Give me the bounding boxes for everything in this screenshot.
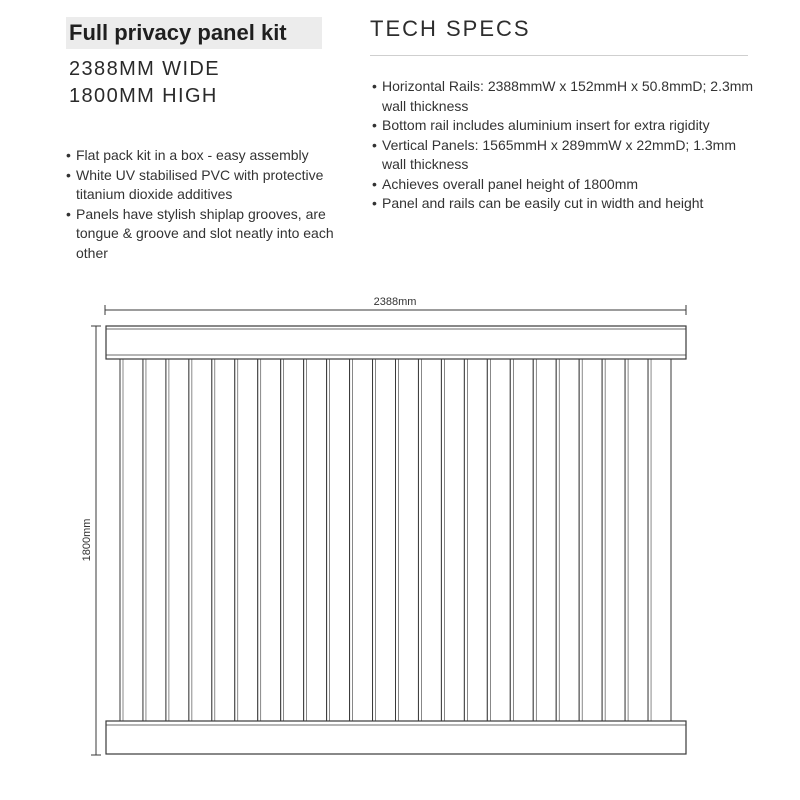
vertical-board (625, 359, 648, 721)
vertical-board (602, 359, 625, 721)
spec-item: • Achieves overall panel height of 1800mm (372, 175, 762, 195)
spec-item: • Panel and rails can be easily cut in width and height (372, 194, 762, 214)
vertical-board (373, 359, 396, 721)
vertical-board (579, 359, 602, 721)
feature-item: • Panels have stylish shiplap grooves, are tongue & groove and slot neatly into each other (66, 205, 356, 264)
vertical-board (396, 359, 419, 721)
height-label: 1800MM HIGH (69, 85, 218, 107)
vertical-board (487, 359, 510, 721)
feature-item: • Flat pack kit in a box - easy assembly (66, 146, 356, 166)
vertical-board (258, 359, 281, 721)
vertical-board (533, 359, 556, 721)
spec-item: • Vertical Panels: 1565mmH x 289mmW x 22mmD; 1.3mm wall thickness (372, 136, 762, 175)
spec-item: • Bottom rail includes aluminium insert for extra rigidity (372, 116, 762, 136)
vertical-board (350, 359, 373, 721)
feature-item: • White UV stabilised PVC with protective titanium dioxide additives (66, 166, 356, 205)
bottom-rail (106, 721, 686, 754)
width-label: 2388MM WIDE (69, 58, 220, 80)
vertical-board (556, 359, 579, 721)
product-title: Full privacy panel kit (66, 17, 322, 49)
spec-item: • Horizontal Rails: 2388mmW x 152mmH x 50.8mmD; 2.3mm wall thickness (372, 77, 762, 116)
vertical-board (441, 359, 464, 721)
height-dimension-label: 1800mm (81, 518, 93, 562)
vertical-board (235, 359, 258, 721)
vertical-board (464, 359, 487, 721)
top-rail (106, 326, 686, 359)
vertical-board (418, 359, 441, 721)
vertical-board (120, 359, 143, 721)
vertical-boards (120, 359, 671, 721)
vertical-board (327, 359, 350, 721)
vertical-board (143, 359, 166, 721)
vertical-board (648, 359, 671, 721)
tech-specs-heading: TECH SPECS (370, 16, 531, 41)
width-dimension-label: 2388mm (373, 296, 417, 308)
vertical-board (189, 359, 212, 721)
vertical-board (166, 359, 189, 721)
vertical-board (281, 359, 304, 721)
vertical-board (212, 359, 235, 721)
vertical-board (304, 359, 327, 721)
vertical-board (510, 359, 533, 721)
